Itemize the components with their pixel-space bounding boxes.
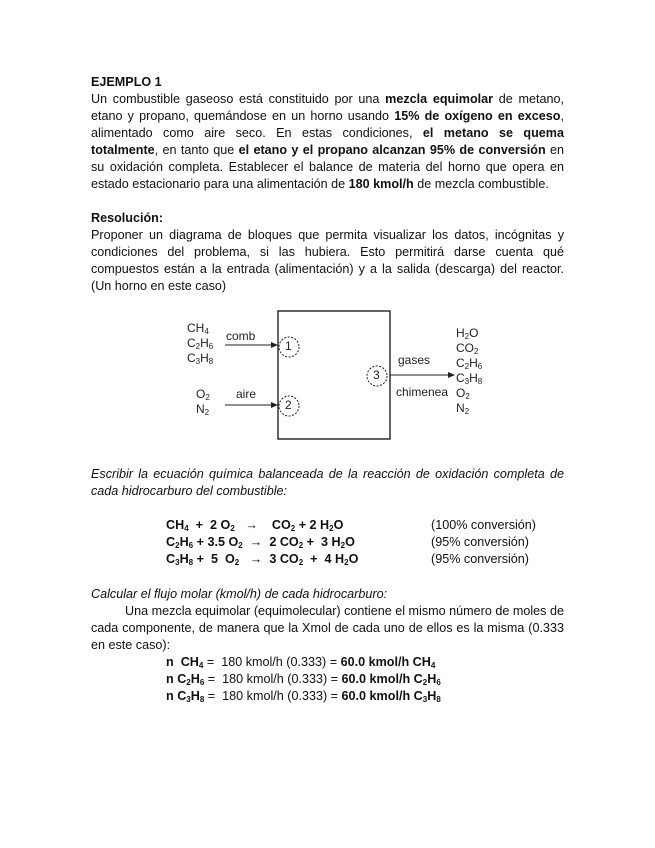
- conversion-methane: (100% conversión): [431, 518, 536, 532]
- flow-row-c3h8: n $C_3H_8 = 180$ kmol/h (0.333) = 60.0 kmol/h $C_3H_8$: [166, 689, 441, 704]
- flow-section: [91, 586, 564, 654]
- statement-text: , alimentado como aire seco. En estas condiciones,: [91, 109, 564, 140]
- label-aire: aire: [236, 387, 257, 401]
- conversion-ethane: (95% conversión): [431, 535, 529, 549]
- label-comb: comb: [226, 329, 256, 343]
- statement-text: en su oxidación completa. Establecer el balance de materia del horno que opera en estado estacionario para una alimentación de: [91, 143, 564, 191]
- document-body: [91, 74, 564, 295]
- problem-statement: [91, 91, 564, 193]
- flow-row-c2h6: n $C_2H_6 = 180$ kmol/h (0.333) = 60.0 kmol/h $C_2H_6$: [166, 672, 441, 687]
- equations-intro: Escribir la ecuación química balanceada de la reacción de oxidación completa de cada hidrocarburo del combustible:: [91, 467, 564, 498]
- out-co2: $CO_2$: [456, 341, 479, 356]
- label-gases: gases: [398, 353, 431, 367]
- stream-3-label: 3: [373, 368, 380, 382]
- equation-row: [166, 551, 566, 568]
- equation-propane: $C_3H_8 + 5$ $O_2 \to 3$ $CO_2 + 4$ $H_2O$: [166, 552, 359, 567]
- equation-row: [166, 517, 566, 534]
- flow-explanation: Una mezcla equimolar (equimolecular) contiene el mismo número de moles de cada componente, de manera que la Xmol de cada uno de ellos es la misma (0.333 en este caso):: [91, 604, 564, 652]
- flow-row-ch4: n $CH_4 = 180$ kmol/h (0.333) = 60.0 kmol/h $CH_4$: [166, 655, 436, 670]
- stream-2-label: 2: [285, 398, 292, 412]
- flow-intro: Calcular el flujo molar (kmol/h) de cada hidrocarburo:: [91, 587, 388, 601]
- out-c3h8: $C_3H_8$: [456, 371, 483, 386]
- equation-row: [166, 534, 566, 551]
- out-o2: $O_2$: [456, 386, 470, 401]
- statement-text: de mezcla combustible.: [413, 177, 549, 191]
- air-n2: $N_2$: [196, 402, 210, 417]
- stream-1-label: 1: [285, 339, 292, 353]
- out-h2o: $H_2O$: [456, 326, 479, 341]
- fuel-ch4: $CH_4$: [187, 321, 209, 336]
- statement-emphasis: mezcla equimolar: [385, 92, 494, 106]
- conversion-propane: (95% conversión): [431, 552, 529, 566]
- flow-results: [166, 654, 441, 705]
- resolution-heading: Resolución:: [91, 211, 164, 225]
- furnace-block-diagram: [91, 305, 564, 455]
- statement-emphasis: 15% de oxígeno en exceso: [394, 109, 561, 123]
- equations-intro-block: [91, 466, 564, 500]
- equations-list: [166, 517, 566, 568]
- statement-emphasis: el etano y el propano alcanzan 95% de conversión: [238, 143, 546, 157]
- statement-emphasis: el metano se quema totalmente: [91, 126, 565, 157]
- out-n2: $N_2$: [456, 401, 470, 416]
- statement-emphasis: 180 kmol/h: [348, 177, 414, 191]
- out-c2h6: $C_2H_6$: [456, 356, 483, 371]
- statement-text: , en tanto que: [154, 143, 239, 157]
- equation-methane: $CH_4 + 2$ $O_2$ → $CO_2 + 2$ $H_2O$: [166, 518, 344, 533]
- resolution-text: Proponer un diagrama de bloques que permita visualizar los datos, incógnitas y condiciones del problema, si las hubiera. Esto permitirá darse cuenta qué compuestos están a la entrada (alimentación) y a la salida (descarga) del reactor. (Un horno en este caso): [91, 228, 564, 293]
- label-chimenea: chimenea: [396, 385, 449, 399]
- air-o2: $O_2$: [196, 387, 210, 402]
- statement-text: de metano, etano y propano, quemándose en un horno usando: [91, 92, 564, 123]
- fuel-c3h8: $C_3H_8$: [187, 351, 214, 366]
- diagram-lines: [91, 305, 564, 455]
- equation-ethane: $C_2H_6 + 3.5$ $O_2 \to 2$ $CO_2 + 3$ $H_2O$: [166, 535, 355, 550]
- statement-text: Un combustible gaseoso está constituido por una: [91, 92, 386, 106]
- fuel-c2h6: $C_2H_6$: [187, 336, 214, 351]
- example-title: EJEMPLO 1: [91, 75, 162, 89]
